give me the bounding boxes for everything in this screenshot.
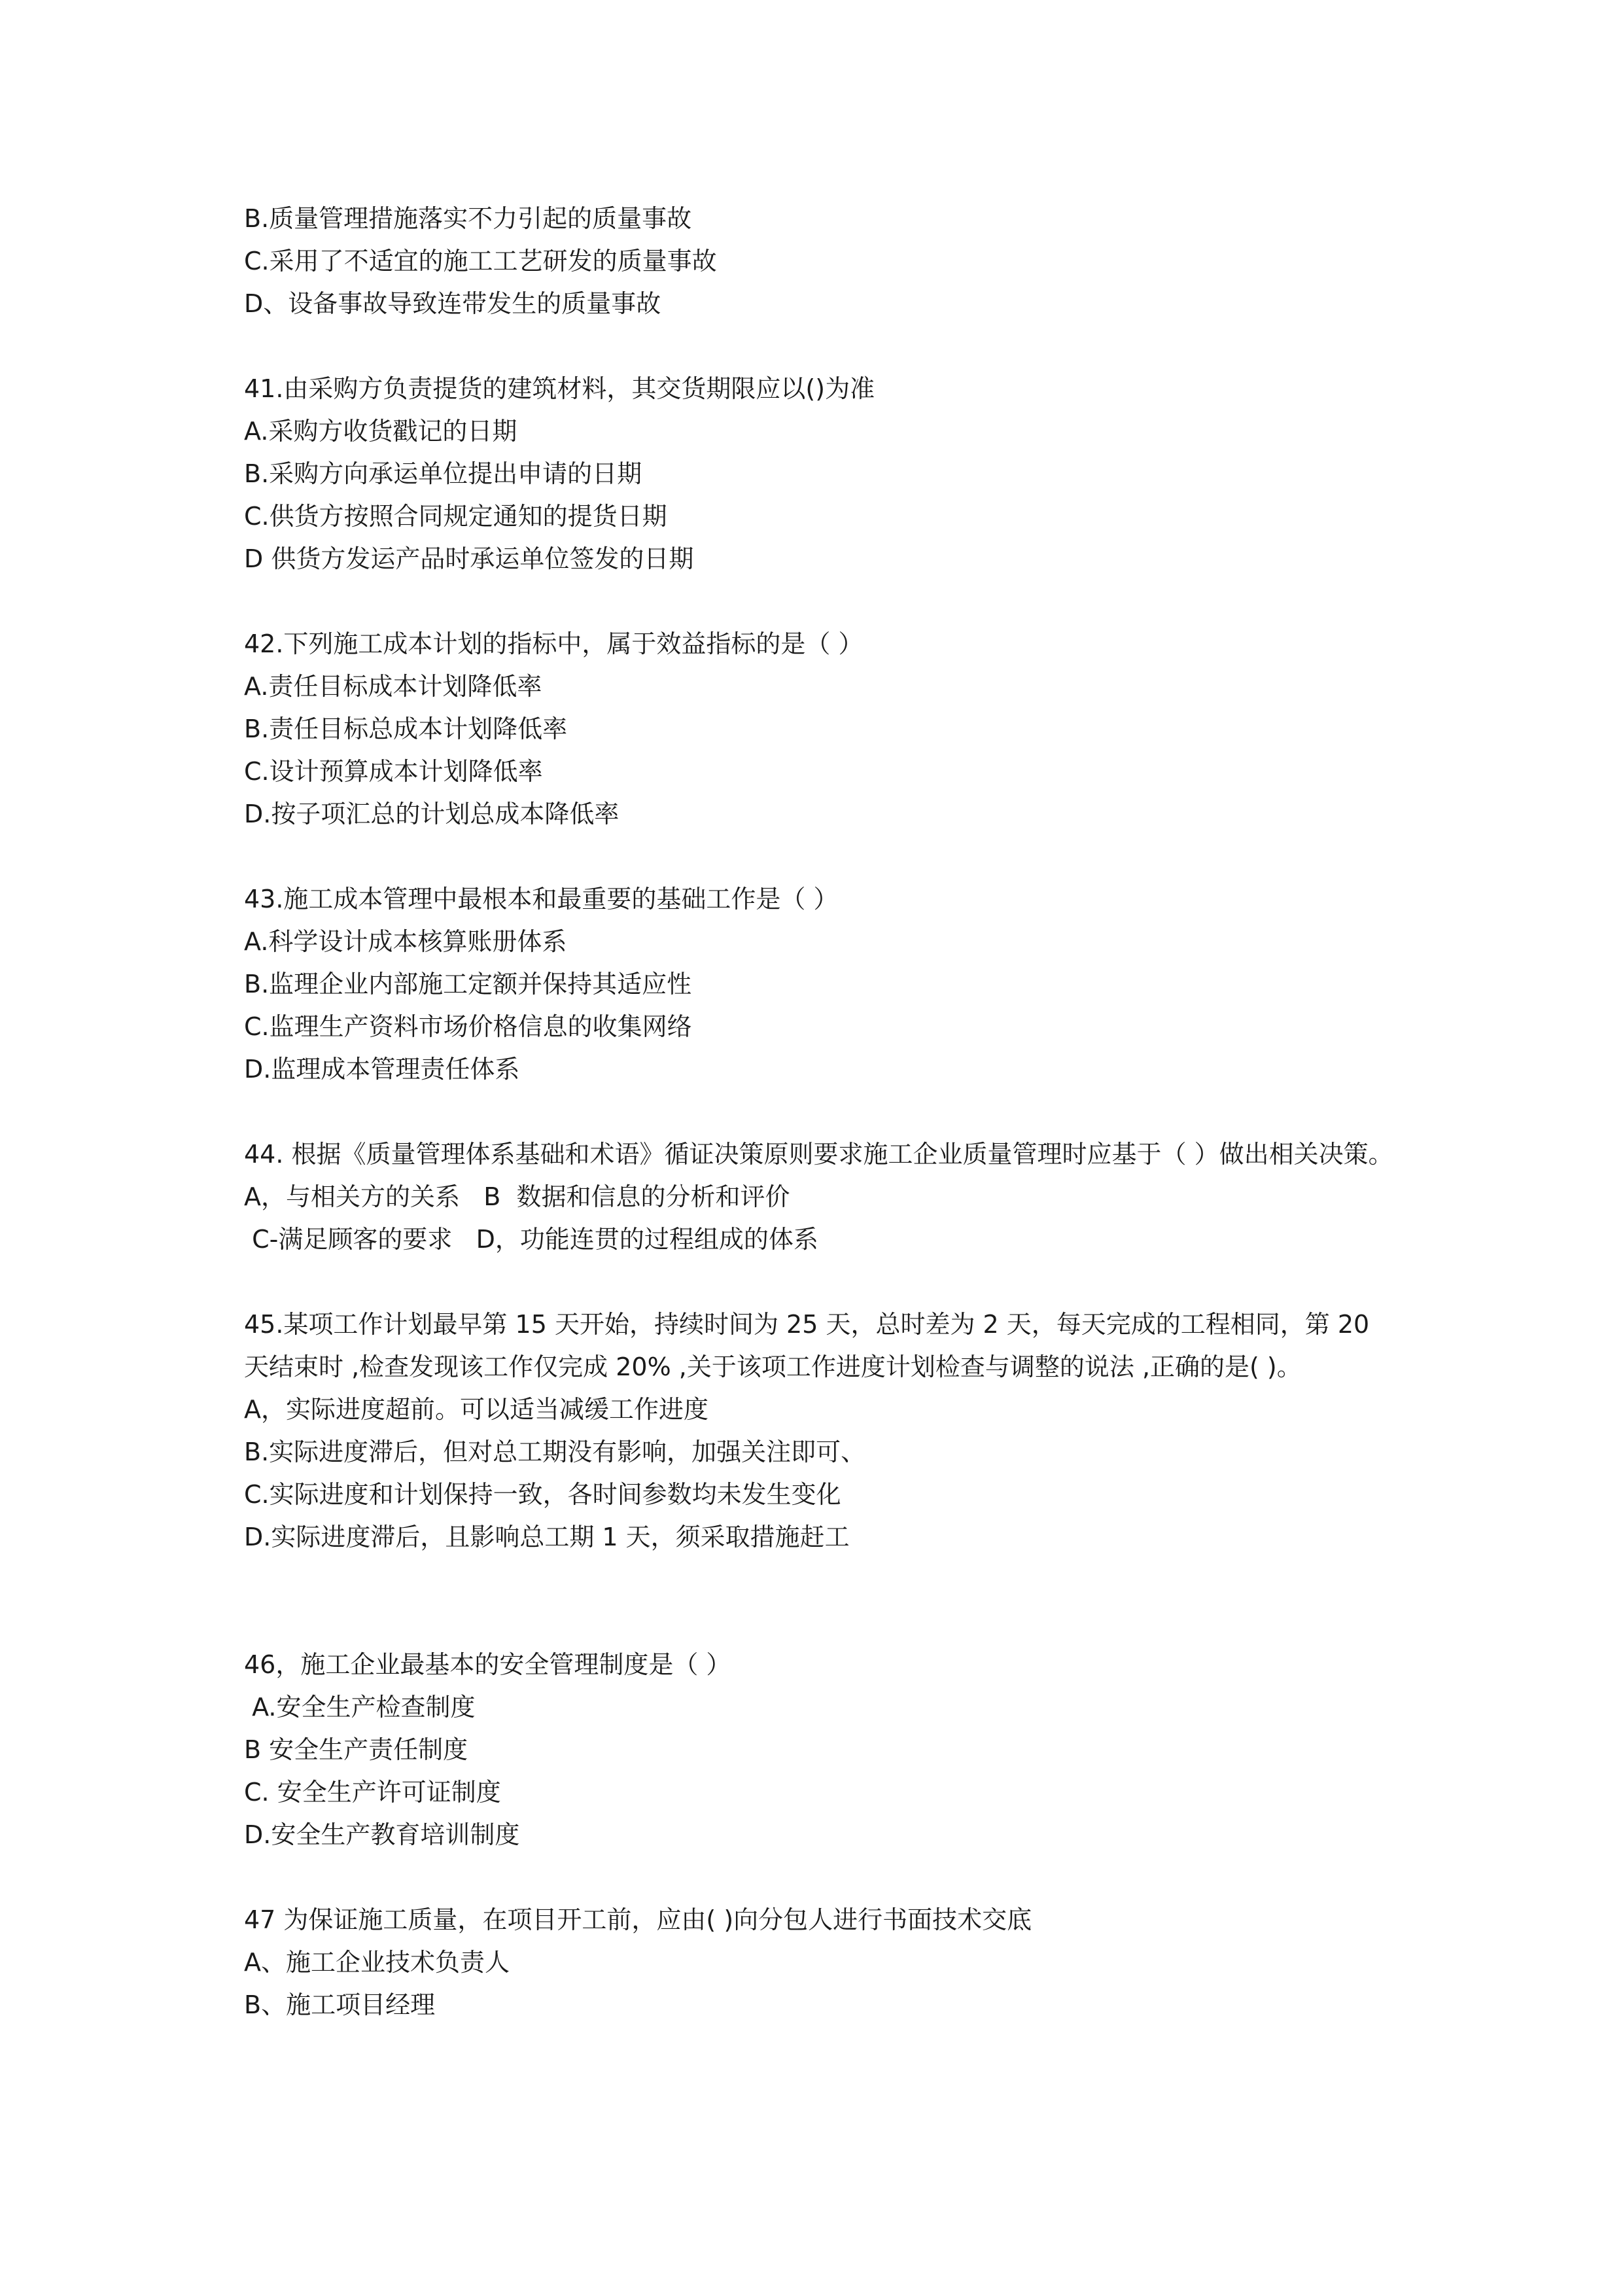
option-d: D 供货方发运产品时承运单位签发的日期 — [244, 544, 694, 573]
question-41 — [244, 368, 1395, 580]
option-d: D.实际进度滞后，且影响总工期 1 天，须采取措施赶工 — [244, 1523, 850, 1551]
question-40-continuation — [244, 198, 1395, 325]
question-text: 47 为保证施工质量，在项目开工前，应由( )向分包人进行书面技术交底 — [244, 1905, 1032, 1934]
option-d: D、设备事故导致连带发生的质量事故 — [244, 289, 661, 318]
option-d: D.监理成本管理责任体系 — [244, 1055, 520, 1084]
options-row-2: C-满足顾客的要求 D，功能连贯的过程组成的体系 — [244, 1225, 818, 1254]
option-b: B.实际进度滞后，但对总工期没有影响，加强关注即可、 — [244, 1438, 866, 1466]
question-45 — [244, 1303, 1395, 1559]
question-text: 41.由采购方负责提货的建筑材料，其交货期限应以()为准 — [244, 374, 875, 403]
option-c: C.设计预算成本计划降低率 — [244, 757, 543, 786]
question-text: 46，施工企业最基本的安全管理制度是（ ） — [244, 1650, 731, 1679]
option-b: B 安全生产责任制度 — [244, 1735, 468, 1764]
question-46 — [244, 1644, 1395, 1856]
option-a: A、施工企业技术负责人 — [244, 1948, 510, 1977]
option-a: A.科学设计成本核算账册体系 — [244, 927, 567, 956]
option-b: B.监理企业内部施工定额并保持其适应性 — [244, 970, 692, 998]
option-b: B.采购方向承运单位提出申请的日期 — [244, 459, 642, 488]
option-d: D.安全生产教育培训制度 — [244, 1820, 520, 1849]
option-b: B、施工项目经理 — [244, 1990, 436, 2019]
option-b: B.质量管理措施落实不力引起的质量事故 — [244, 204, 692, 233]
question-text: 45.某项工作计划最早第 15 天开始，持续时间为 25 天，总时差为 2 天，每天完成的工程相同，第 20 天结束时 ,检查发现该工作仅完成 20% ,关于该项工作进度计划检查与调整的说法 ,正确的是( )。 — [244, 1310, 1370, 1381]
option-c: C.监理生产资料市场价格信息的收集网络 — [244, 1012, 692, 1041]
options-row-1: A，与相关方的关系 B 数据和信息的分析和评价 — [244, 1182, 790, 1211]
option-b: B.责任目标总成本计划降低率 — [244, 715, 568, 743]
option-a: A.安全生产检查制度 — [244, 1693, 476, 1722]
question-42 — [244, 623, 1395, 836]
question-44 — [244, 1133, 1395, 1261]
option-a: A.责任目标成本计划降低率 — [244, 672, 542, 701]
option-c: C.实际进度和计划保持一致，各时间参数均未发生变化 — [244, 1480, 841, 1509]
option-c: C.采用了不适宜的施工工艺研发的质量事故 — [244, 247, 717, 275]
document-content — [244, 198, 1395, 2069]
question-text: 43.施工成本管理中最根本和最重要的基础工作是（ ） — [244, 885, 839, 913]
option-d: D.按子项汇总的计划总成本降低率 — [244, 800, 620, 828]
question-43 — [244, 878, 1395, 1091]
option-a: A.采购方收货戳记的日期 — [244, 417, 517, 446]
option-c: C. 安全生产许可证制度 — [244, 1778, 501, 1807]
option-a: A，实际进度超前。可以适当减缓工作进度 — [244, 1395, 708, 1424]
option-c: C.供货方按照合同规定通知的提货日期 — [244, 502, 667, 531]
question-47 — [244, 1899, 1395, 2026]
question-text: 44. 根据《质量管理体系基础和术语》循证决策原则要求施工企业质量管理时应基于（ ）做出相关决策。 — [244, 1140, 1393, 1169]
question-text: 42.下列施工成本计划的指标中，属于效益指标的是（ ） — [244, 629, 864, 658]
